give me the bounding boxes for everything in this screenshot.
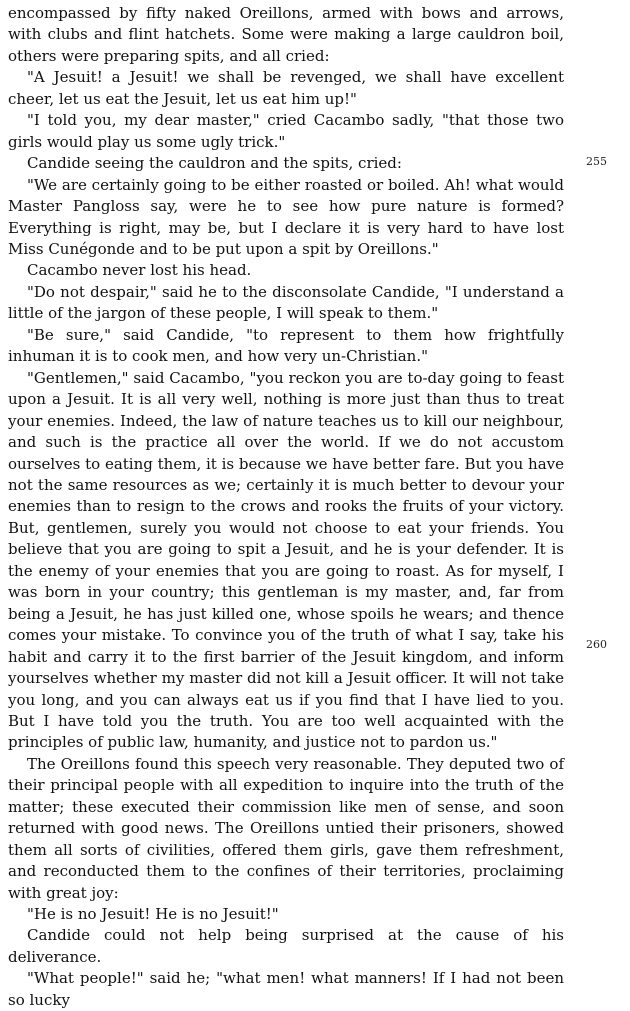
paragraph: "He is no Jesuit! He is no Jesuit!" <box>27 905 279 924</box>
paragraph: "A Jesuit! a Jesuit! we shall be revenged, we shall have excellent cheer, let us eat the Jesuit, let us eat him up!" <box>8 68 564 108</box>
paragraph: Candide could not help being surprised at the cause of his deliverance. <box>8 926 564 966</box>
paragraph: "We are certainly going to be either roasted or boiled. Ah! what would Master Pangloss say, were he to see how pure nature is formed? Everything is right, may be, but I declare it is very hard to have lost Miss Cunégonde and to be put upon a spit by Oreillons." <box>8 175 564 258</box>
paragraph: The Oreillons found this speech very reasonable. They deputed two of their principal people with all expedition to inquire into the truth of the matter; these executed their commission like men of sense, and soon returned with good news. The Oreillons untied their prisoners, showed them all sorts of civilities, offered them girls, gave them refreshment, and reconducted them to the confines of their territories, proclaiming with great joy: <box>8 754 564 902</box>
paragraph: encompassed by fifty naked Oreillons, armed with bows and arrows, with clubs and flint hatchets. Some were making a large cauldron boil, others were preparing spits, and all cried: <box>8 4 564 65</box>
paragraph: "Be sure," said Candide, "to represent to them how frightfully inhuman it is to cook men, and how very un-Christian." <box>8 325 564 366</box>
paragraph: "Gentlemen," said Cacambo, "you reckon you are to-day going to feast upon a Jesuit. It is all very well, nothing is more just than thus to treat your enemies. Indeed, the law of nature teaches us to kill our neighbour, and such is the practice all over the world. If we do not accustom ourselves to eating them, it is because we have better fare. But you have not the same resources as we; certainly it is much better to devour your enemies than to resign to the crows and rooks the fruits of your victory. But, gentlemen, surely you would not choose to eat your friends. You believe that you are going to spit a Jesuit, and he is your defender. It is the enemy of your enemies that you are going to roast. As for myself, I was born in your country; this gentleman is my master, and, far from being a Jesuit, he has just killed one, whose spoils he wears; and thence comes your mistake. To convince you of the truth of what I say, take his habit and carry it to the first barrier of the Jesuit kingdom, and inform yourselves whether my master did not kill a Jesuit officer. It will not take you long, and you can always eat us if you find that I have lied to you. But I have told you the truth. You are too well acquainted with the principles of public law, humanity, and justice not to pardon us." <box>8 368 564 752</box>
line-number: 255 <box>586 155 607 168</box>
paragraph: Cacambo never lost his head. <box>27 261 252 280</box>
paragraph: Candide seeing the cauldron and the spits, cried: <box>27 154 402 173</box>
paragraph: "I told you, my dear master," cried Cacambo sadly, "that those two girls would play us some ugly trick." <box>8 111 564 151</box>
paragraph: "What people!" said he; "what men! what manners! If I had not been so lucky <box>8 969 564 1009</box>
paragraph: "Do not despair," said he to the disconsolate Candide, "I understand a little of the jargon of these people, I will speak to them." <box>8 282 564 323</box>
body-text <box>8 3 564 1011</box>
line-number: 260 <box>586 638 607 651</box>
